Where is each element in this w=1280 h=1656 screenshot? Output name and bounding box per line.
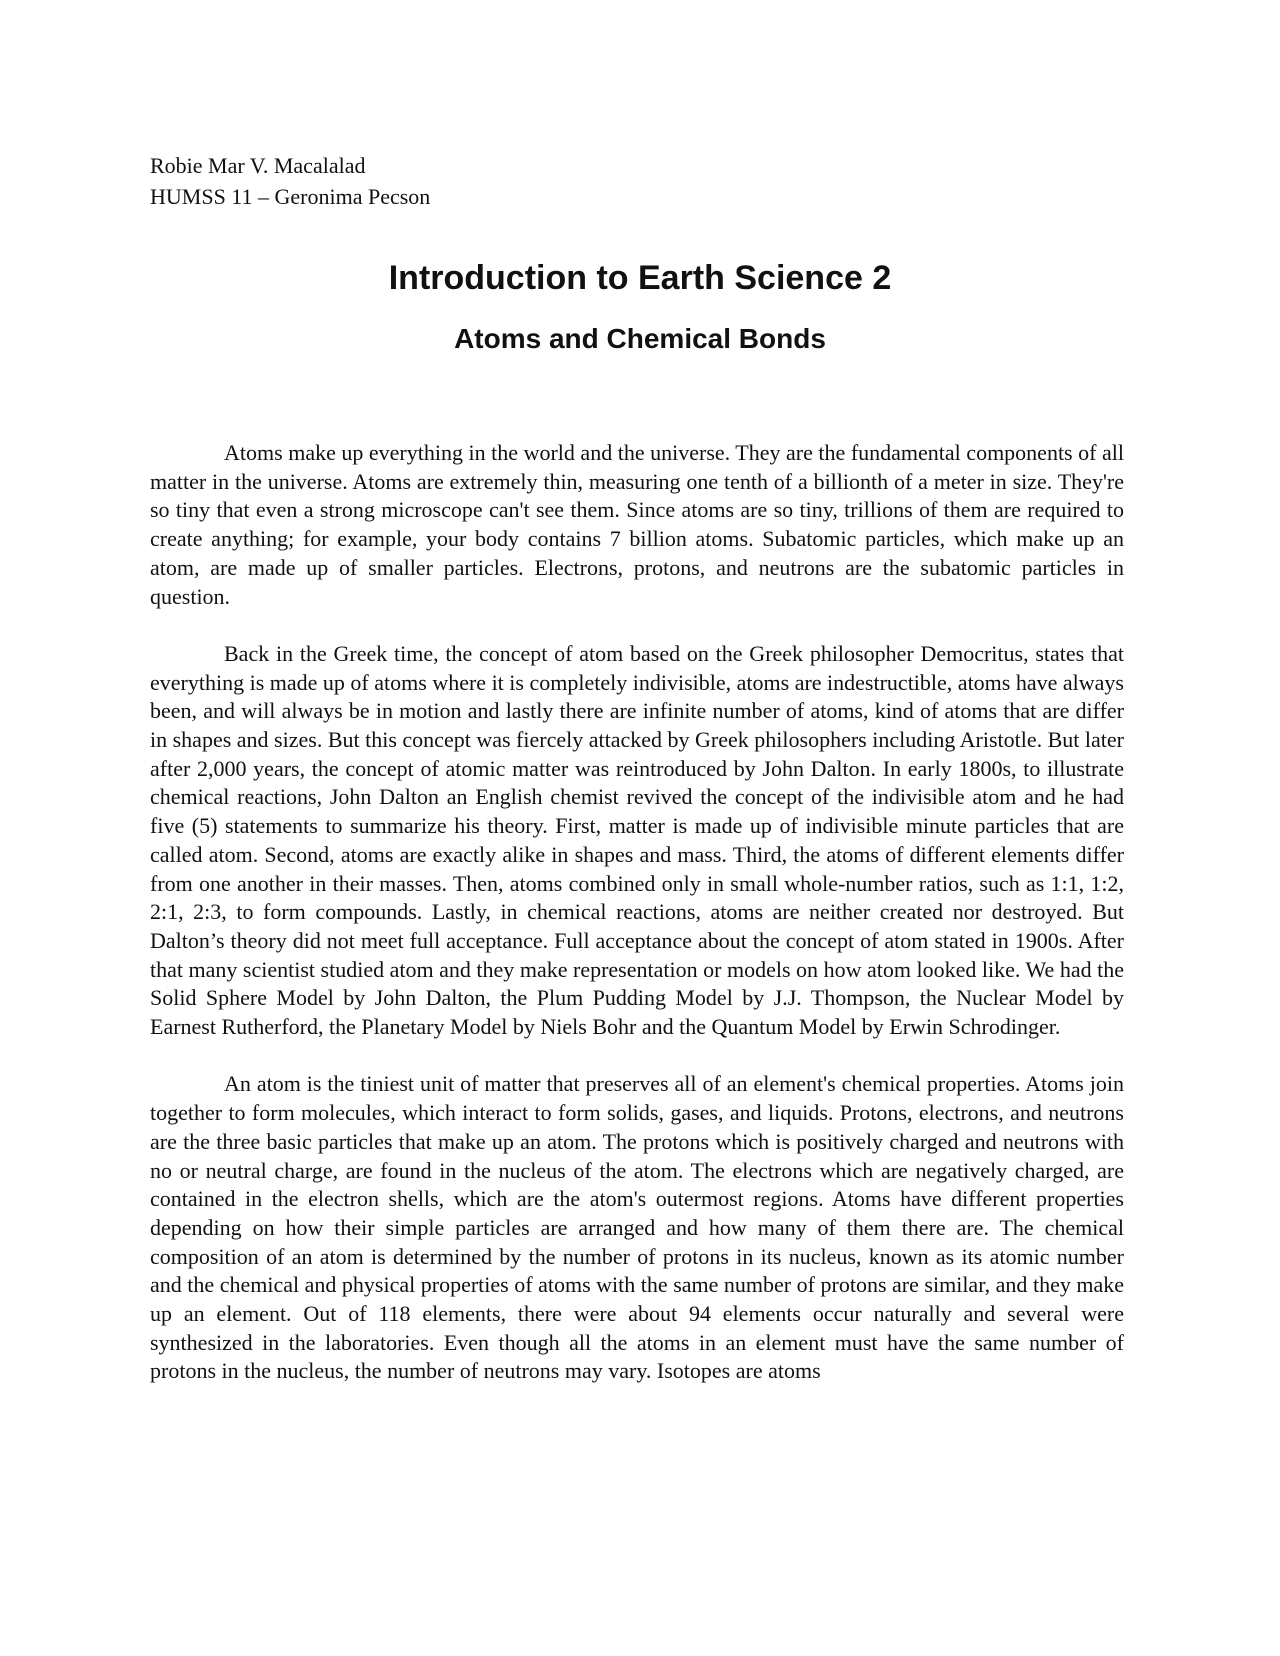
document-title: Introduction to Earth Science 2 [388,259,892,297]
paragraph-3: An atom is the tiniest unit of matter that preserves all of an element's chemical properties. Atoms join together to form molecules, which interact to form solids, gases, and liquids. Protons, electrons, and neutrons are the three basic particles that make up an atom. The protons which is positively charged and neutrons with no or neutral charge, are found in the nucleus of the atom. The electrons which are negatively charged, are contained in the electron shells, which are the atom's outermost regions. Atoms have different properties depending on how their simple particles are arranged and how many of them there are. The chemical composition of an atom is determined by the number of protons in its nucleus, known as its atomic number and the chemical and physical properties of atoms with the same number of protons are similar, and they make up an element. Out of 118 elements, there were about 94 elements occur naturally and several were synthesized in the laboratories. Even though all the atoms in an element must have the same number of protons in the nucleus, the number of neutrons may vary. Isotopes are atoms [150,1071,1124,1384]
paragraph-1: Atoms make up everything in the world and the universe. They are the fundamental components of all matter in the universe. Atoms are extremely thin, measuring one tenth of a billionth of a meter in size. They're so tiny that even a strong microscope can't see them. Since atoms are so tiny, trillions of them are required to create anything; for example, your body contains 7 billion atoms. Subatomic particles, which make up an atom, are made up of smaller particles. Electrons, protons, and neutrons are the subatomic particles in question. [150,440,1124,609]
document-body [150,439,1124,1415]
paragraph-2: Back in the Greek time, the concept of atom based on the Greek philosopher Democritus, states that everything is made up of atoms where it is completely indivisible, atoms are indestructible, atoms have always been, and will always be in motion and lastly there are infinite number of atoms, kind of atoms that are differ in shapes and sizes. But this concept was fiercely attacked by Greek philosophers including Aristotle. But later after 2,000 years, the concept of atomic matter was reintroduced by John Dalton. In early 1800s, to illustrate chemical reactions, John Dalton an English chemist revived the concept of the indivisible atom and he had five (5) statements to summarize his theory. First, matter is made up of indivisible minute particles that are called atom. Second, atoms are exactly alike in shapes and mass. Third, the atoms of different elements differ from one another in their masses. Then, atoms combined only in small whole-number ratios, such as 1:1, 1:2, 2:1, 2:3, to form compounds. Lastly, in chemical reactions, atoms are neither created nor destroyed. But Dalton’s theory did not meet full acceptance. Full acceptance about the concept of atom stated in 1900s. After that many scientist studied atom and they make representation or models on how atom looked like. We had the Solid Sphere Model by John Dalton, the Plum Pudding Model by J.J. Thompson, the Nuclear Model by Earnest Rutherford, the Planetary Model by Niels Bohr and the Quantum Model by Erwin Schrodinger. [150,640,1124,1040]
author-section: HUMSS 11 – Geronima Pecson [150,184,431,209]
document-subtitle: Atoms and Chemical Bonds [454,323,826,354]
author-name: Robie Mar V. Macalalad [150,153,366,178]
author-header [150,150,430,212]
